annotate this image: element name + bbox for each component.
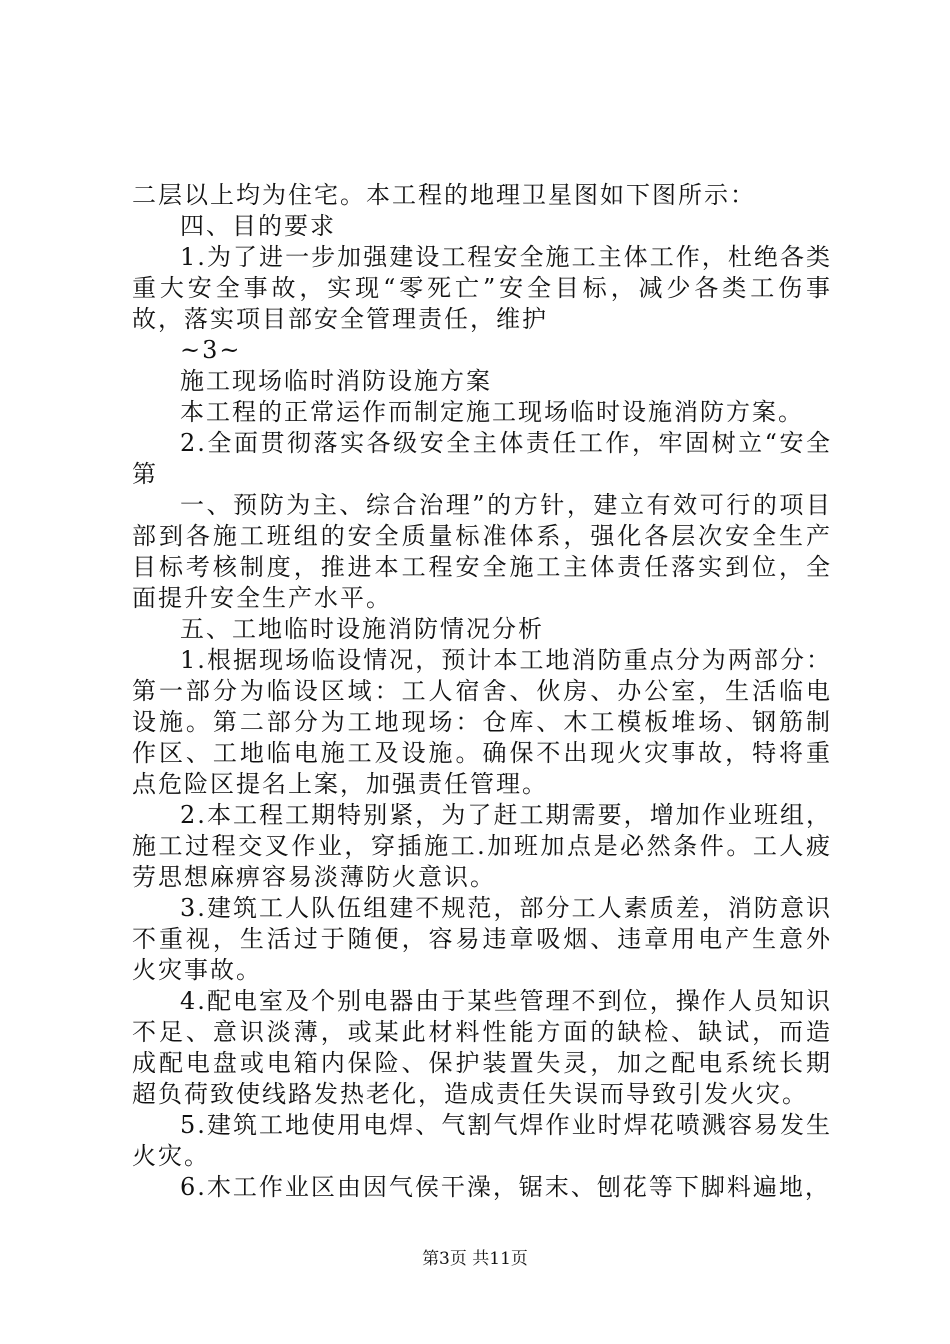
running-title: 施工现场临时消防设施方案 [180,367,492,395]
paragraph-7: 一、预防为主、综合治理”的方针，建立有效可行的项目部到各施工班组的安全质量标准体系，强化各层次安全生产目标考核制度，推进本工程安全施工主体责任落实到位，全面提升安全生产水平。 [132,491,832,612]
paragraph-9: 1.根据现场临设情况，预计本工地消防重点分为两部分：第一部分为临设区域：工人宿舍、伙房、办公室，生活临电设施。第二部分为工地现场：仓库、木工模板堆场、钢筋制作区、工地临电施工及设施。确保不出现火灾事故，特将重点危险区提名上案，加强责任管理。 [132,646,832,798]
paragraph-5: 本工程的正常运作而制定施工现场临时设施消防方案。 [180,398,804,426]
paragraph-2: 1.为了进一步加强建设工程安全施工主体工作，杜绝各类重大安全事故，实现“零死亡”安全目标，减少各类工伤事故，落实项目部安全管理责任，维护 [132,243,832,333]
paragraph-11: 3.建筑工人队伍组建不规范，部分工人素质差，消防意识不重视，生活过于随便，容易违章吸烟、违章用电产生意外火灾事故。 [132,894,832,984]
page-marker: ~3~ [180,336,242,364]
paragraph-12: 4.配电室及个别电器由于某些管理不到位，操作人员知识不足、意识淡薄，或某此材料性能方面的缺检、缺试，而造成配电盘或电箱内保险、保护装置失灵，加之配电系统长期超负荷致使线路发热老化，造成责任失误而导致引发火灾。 [132,987,832,1108]
section-heading-5: 五、工地临时设施消防情况分析 [180,615,544,643]
paragraph-6: 2.全面贯彻落实各级安全主体责任工作，牢固树立“安全第 [132,429,832,488]
section-heading-4: 四、目的要求 [180,212,336,240]
page-number-label: 第3页 共11页 [422,1249,528,1269]
paragraph-10: 2.本工程工期特别紧，为了赶工期需要，增加作业班组，施工过程交叉作业，穿插施工.加班加点是必然条件。工人疲劳思想麻痹容易淡薄防火意识。 [132,801,832,891]
page-footer [0,1244,950,1269]
paragraph-0: 二层以上均为住宅。本工程的地理卫星图如下图所示： [132,181,756,209]
paragraph-14: 6.木工作业区由因气侯干澡，锯末、刨花等下脚料遍地， [180,1173,831,1201]
paragraph-13: 5.建筑工地使用电焊、气割气焊作业时焊花喷溅容易发生火灾。 [132,1111,832,1170]
document-body [132,180,832,1203]
